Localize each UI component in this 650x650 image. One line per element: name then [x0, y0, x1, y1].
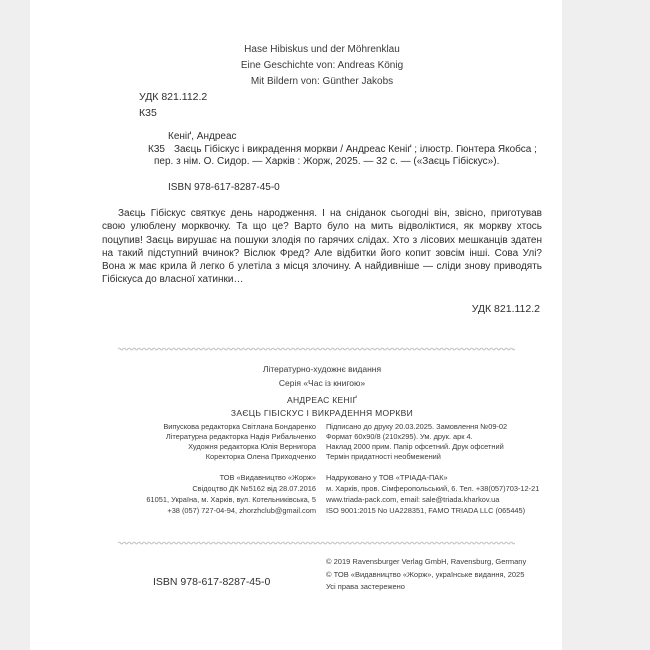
catalog-sign: К35: [148, 143, 165, 155]
print-info-column: [326, 422, 542, 462]
copyright-line: Усі права застережено: [326, 582, 405, 592]
edition-type-block: [102, 362, 542, 390]
publisher-line: 61051, Україна, м. Харків, вул. Котельниківська, 5: [146, 495, 316, 504]
wavy-divider: [118, 347, 515, 351]
copyright-line: © ТОВ «Видавництво «Жорж», українське видання, 2025: [326, 569, 525, 579]
copyright-block: [326, 556, 542, 594]
wavy-divider: [118, 541, 515, 545]
edition-type: Літературно-художнє видання: [262, 364, 382, 374]
udk-footer: УДК 821.112.2: [471, 303, 540, 315]
annotation-paragraph: Заєць Гібіскус святкує день народження. І на сніданок сьогодні він, звісно, приготував свою улюблену морквочку. Та що це? Варто було на мить відволіктися, як моркву хтось поцупив! Заєць вирушає на пошуки злодія по гарячих слідах. Хто з лісових мешканців здатен на такий підступний вчинок? Віслюк Фред? Але відбитки його копит зовсім інші. Сова Улі? Вона ж має крила й легко б улетіла з місця злочину. А найдивніше — сліди знову приводять Гібіскуса до власної хатинки…: [102, 208, 542, 286]
original-title-block: [102, 42, 542, 90]
printer-column: [326, 472, 542, 516]
footer-block: [102, 556, 542, 594]
publisher-line: ТОВ «Видавництво «Жорж»: [219, 473, 316, 482]
credits-publisher-row: [102, 472, 542, 516]
catalog-description-line2: пер. з нім. О. Сидор. — Харків : Жорж, 2025. — 32 с. — («Заєць Гібіскус»).: [154, 156, 500, 167]
print-info-line: Підписано до друку 20.03.2025. Замовлення №09-02: [326, 422, 508, 431]
credits-staff-row: [102, 422, 542, 462]
original-illustrator-credit: Mit Bildern von: Günther Jakobs: [250, 76, 394, 87]
credit-line: Коректорка Олена Приходченко: [205, 452, 316, 461]
print-info-line: Термін придатності необмежений: [326, 452, 441, 461]
printer-line: Надруковано у ТОВ «ТРІАДА-ПАК»: [326, 473, 448, 482]
publisher-column: [102, 472, 316, 516]
book-imprint-page: [30, 0, 562, 650]
printer-line: м. Харків, пров. Сімферопольський, 6. Тел. +38(057)703-12-21: [326, 484, 540, 493]
page-content: [102, 0, 542, 650]
edition-title-caps: ЗАЄЦЬ ГІБІСКУС І ВИКРАДЕННЯ МОРКВИ: [230, 407, 414, 418]
copyright-line: © 2019 Ravensburger Verlag GmbH, Ravensburg, Germany: [326, 557, 527, 566]
print-info-line: Наклад 2000 прим. Папір офсетний. Друк офсетний: [326, 442, 504, 451]
staff-credits-column: [102, 422, 316, 462]
credit-line: Художня редакторка Юлія Вернигора: [188, 442, 316, 451]
original-author-credit: Eine Geschichte von: Andreas König: [240, 60, 404, 71]
catalog-card: [102, 131, 542, 194]
edition-author-caps: АНДРЕАС КЕНІҐ: [286, 395, 358, 405]
catalog-author: Кеніґ, Андреас: [168, 131, 237, 142]
wavy-divider-bottom: [118, 541, 515, 545]
edition-title-block: [102, 394, 542, 419]
catalog-isbn: ISBN 978-617-8287-45-0: [168, 181, 280, 193]
original-title: Hase Hibiskus und der Möhrenklau: [244, 44, 400, 55]
printer-line: ISO 9001:2015 No UA228351, FAMO TRIADA LLC (065445): [326, 506, 526, 515]
footer-isbn-cell: [102, 556, 316, 594]
author-sign: К35: [139, 107, 157, 119]
catalog-description-line1: [148, 144, 542, 157]
footer-isbn: ISBN 978-617-8287-45-0: [153, 576, 271, 588]
series-name: Серія «Час із книгою»: [278, 378, 366, 388]
udk-code: УДК 821.112.2: [139, 91, 208, 103]
printer-line: www.triada-pack.com, email: sale@triada.kharkov.ua: [326, 495, 500, 504]
credit-line: Випускова редакторка Світлана Бондаренко: [163, 422, 316, 431]
udk-block: [139, 89, 207, 121]
catalog-description-text: Заєць Гібіскус і викрадення моркви / Андреас Кеніґ ; ілюстр. Гюнтера Якобса ;: [173, 143, 537, 155]
publisher-line: +38 (057) 727-04-94, zhorzhclub@gmail.com: [167, 506, 316, 515]
credit-line: Літературна редакторка Надія Рибальченко: [165, 432, 316, 441]
publisher-line: Свідоцтво ДК №5162 від 28.07.2016: [192, 484, 316, 493]
wavy-divider-top: [118, 347, 515, 351]
print-info-line: Формат 60х90/8 (210х295). Ум. друк. арк 4.: [326, 432, 473, 441]
